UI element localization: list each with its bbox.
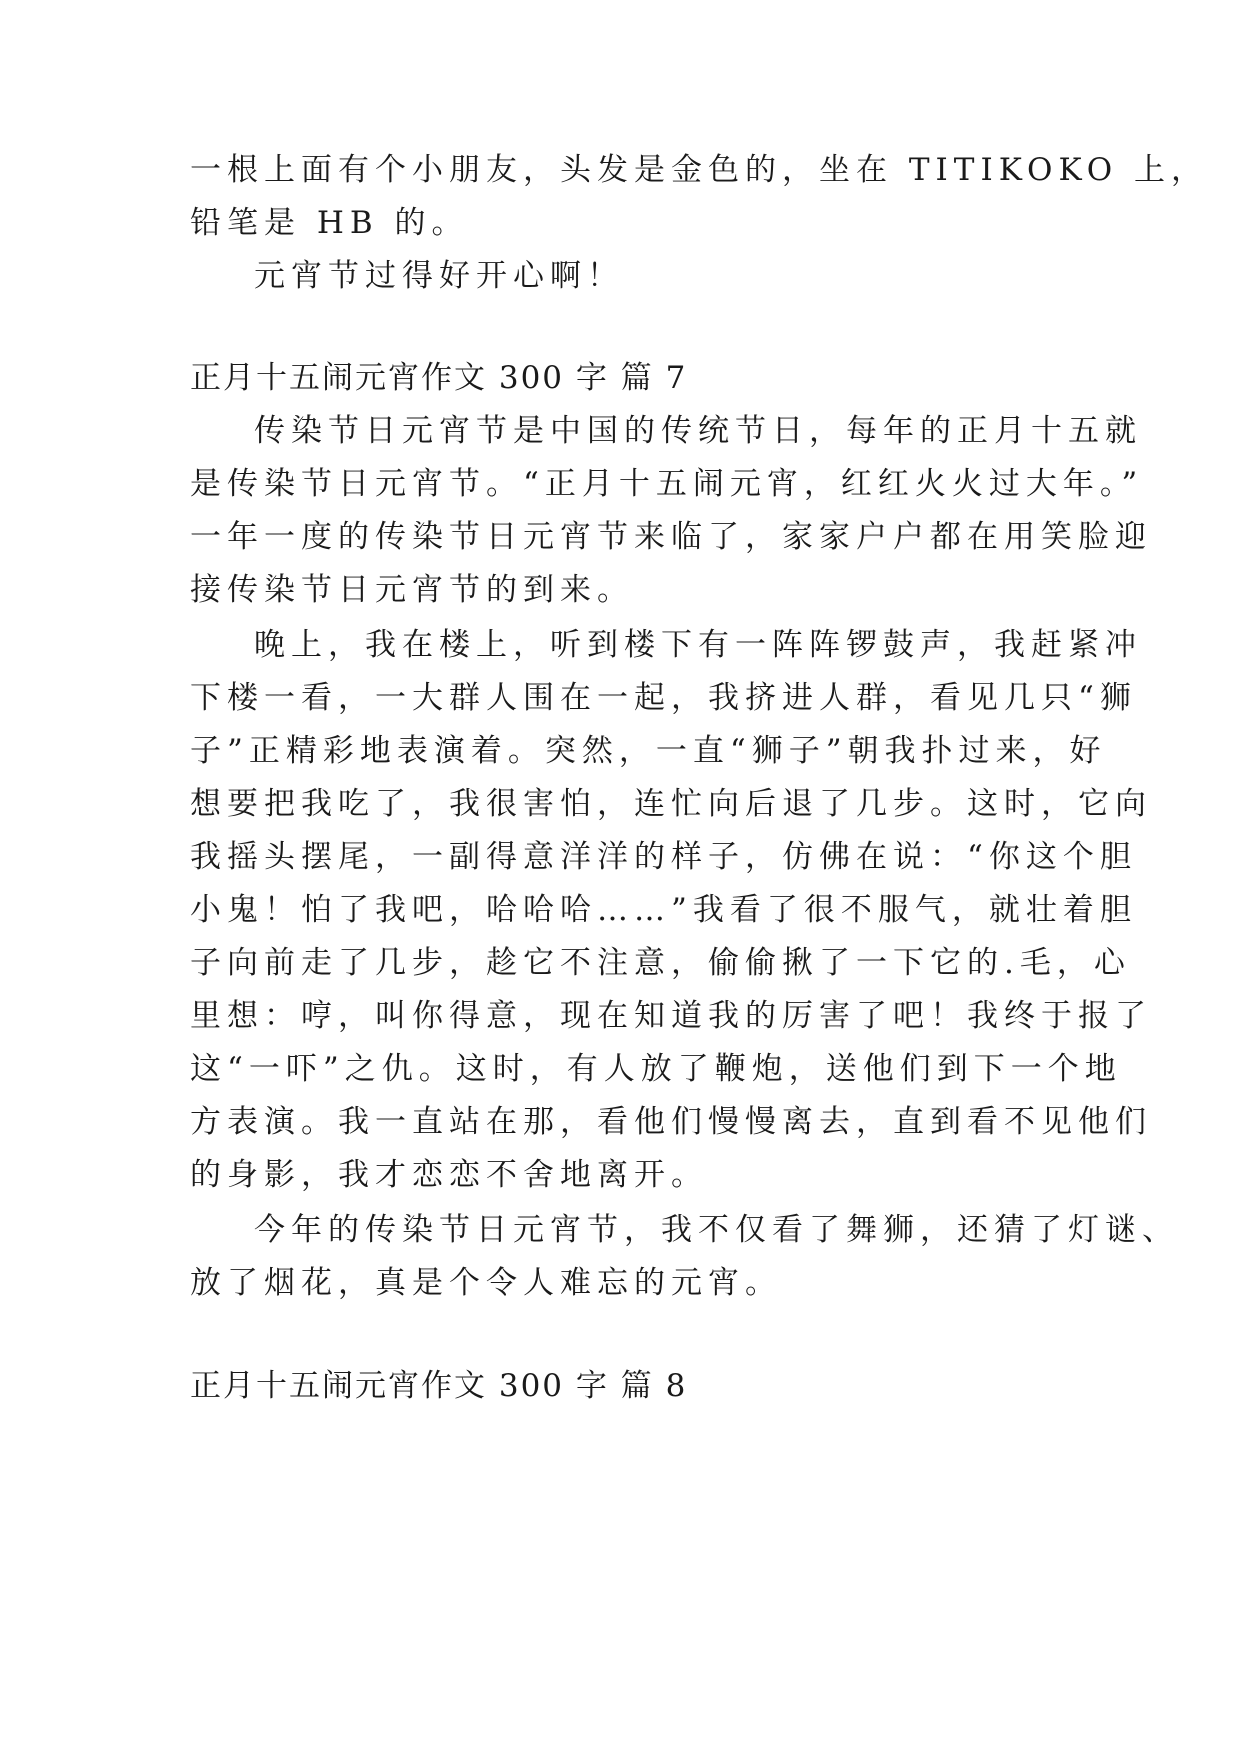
s7-p2-line-4: 想要把我吃了，我很害怕，连忙向后退了几步。这时，它向 [190,786,1152,822]
s7-p2-line-11: 的身影，我才恋恋不舍地离开。 [190,1157,708,1193]
s7-p3-line-1: 今年的传染节日元宵节，我不仅看了舞狮，还猜了灯谜、 [254,1212,1179,1248]
s7-p1-line-3: 一年一度的传染节日元宵节来临了，家家户户都在用笑脸迎 [190,519,1152,555]
s7-p1-line-1: 传染节日元宵节是中国的传统节日，每年的正月十五就 [254,413,1142,449]
s7-p3-line-2: 放了烟花，真是个令人难忘的元宵。 [190,1265,782,1301]
s7-p2-line-7: 子向前走了几步，趁它不注意，偷偷揪了一下它的.毛，心 [190,945,1131,981]
section-7-heading: 正月十五闹元宵作文 300 字 篇 7 [190,360,688,396]
s7-p1-line-4: 接传染节日元宵节的到来。 [190,572,634,608]
s7-p2-line-9: 这“一吓”之仇。这时，有人放了鞭炮，送他们到下一个地 [190,1051,1122,1087]
intro-line-1: 一根上面有个小朋友，头发是金色的，坐在 TITIKOKO 上， [190,152,1209,188]
s7-p2-line-10: 方表演。我一直站在那，看他们慢慢离去，直到看不见他们 [190,1104,1152,1140]
section-8-heading: 正月十五闹元宵作文 300 字 篇 8 [190,1368,688,1404]
s7-p1-line-2: 是传染节日元宵节。“正月十五闹元宵，红红火火过大年。” [190,466,1144,502]
s7-p2-line-3: 子”正精彩地表演着。突然，一直“狮子”朝我扑过来，好 [190,733,1107,769]
intro-closing: 元宵节过得好开心啊！ [254,258,624,294]
s7-p2-line-5: 我摇头摆尾，一副得意洋洋的样子，仿佛在说：“你这个胆 [190,839,1137,875]
s7-p2-line-8: 里想：哼，叫你得意，现在知道我的厉害了吧！我终于报了 [190,998,1152,1034]
intro-line-2: 铅笔是 HB 的。 [190,205,469,241]
s7-p2-line-6: 小鬼！怕了我吧，哈哈哈……”我看了很不服气，就壮着胆 [190,892,1137,928]
s7-p2-line-2: 下楼一看，一大群人围在一起，我挤进人群，看见几只“狮 [190,680,1137,716]
s7-p2-line-1: 晚上，我在楼上，听到楼下有一阵阵锣鼓声，我赶紧冲 [254,627,1142,663]
